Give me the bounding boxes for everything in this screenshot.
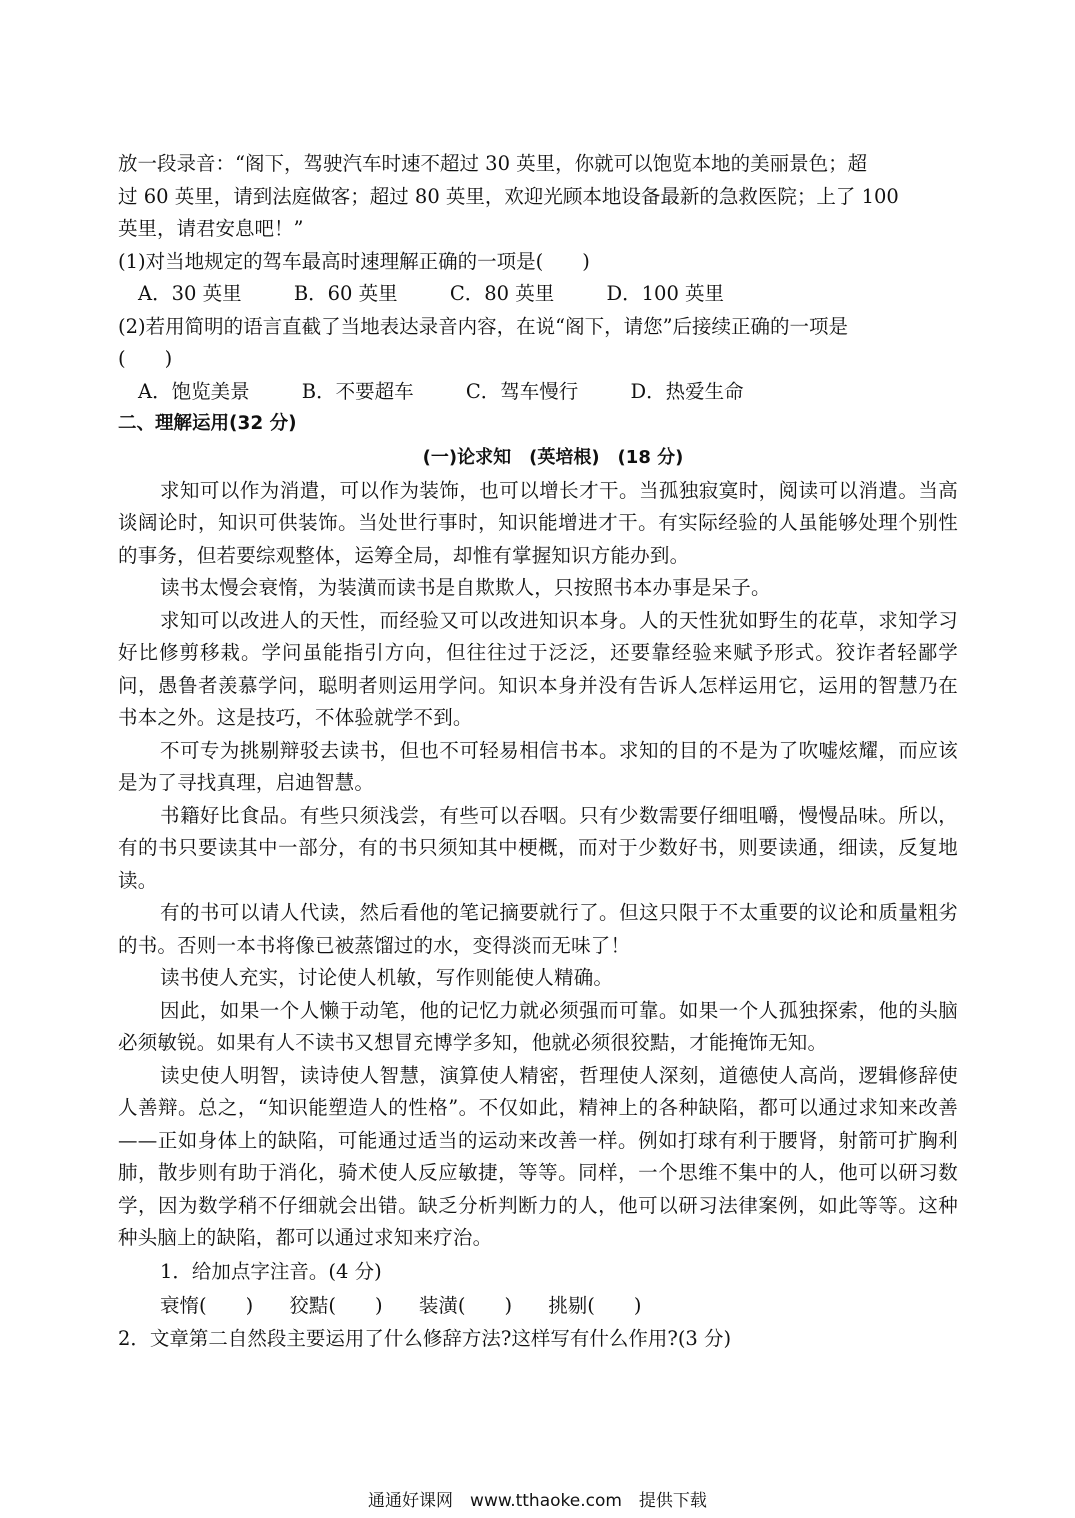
document-page [118, 148, 958, 1355]
pinyin-item: 装潢( ) [418, 1293, 513, 1317]
question-2-stem-line-1: (2)若用简明的语言直截了当地表达录音内容，在说“阁下，请您”后接续正确的一项是 [118, 314, 849, 338]
option-c: C．80 英里 [449, 282, 555, 305]
paragraph-1: 求知可以作为消遣，可以作为装饰，也可以增长才干。当孤独寂寞时，阅读可以消遣。当高谈阔论时，知识可供装饰。当处世行事时，知识能增进才干。有实际经验的人虽能够处理个别性的事务，但若要综观整体，运筹全局，却惟有掌握知识方能办到。 [118, 478, 958, 567]
reading-questions [118, 1255, 958, 1356]
question-2 [118, 311, 958, 409]
paragraph-8: 因此，如果一个人懒于动笔，他的记忆力就必须强而可靠。如果一个人孤独探索，他的头脑必须敏锐。如果有人不读书又想冒充博学多知，他就必须很狡黠，才能掩饰无知。 [118, 998, 958, 1054]
reading-question-2: 2．文章第二自然段主要运用了什么修辞方法?这样写有什么作用?(3 分) [118, 1326, 732, 1350]
paragraph-5: 书籍好比食品。有些只须浅尝，有些可以吞咽。只有少数需要仔细咀嚼，慢慢品味。所以，有的书只要读其中一部分，有的书只须知其中梗概，而对于少数好书，则要读通，细读，反复地读。 [118, 803, 958, 892]
option-b: B．60 英里 [293, 282, 398, 305]
paragraph-2: 读书太慢会衰惰，为装潢而读书是自欺欺人，只按照书本办事是呆子。 [160, 576, 771, 599]
intro-line-2: 过 60 英里，请到法庭做客；超过 80 英里，欢迎光顾本地设备最新的急救医院；上了 100 [118, 184, 899, 208]
paragraph-9: 读史使人明智，读诗使人智慧，演算使人精密，哲理使人深刻，道德使人高尚，逻辑修辞使人善辩。总之，“知识能塑造人的性格”。不仅如此，精神上的各种缺陷，都可以通过求知来改善——正如身体上的缺陷，可能通过适当的运动来改善一样。例如打球有利于腰肾，射箭可扩胸利肺，散步则有助于消化，骑术使人反应敏捷，等等。同样，一个思维不集中的人，他可以研习数学，因为数学稍不仔细就会出错。缺乏分析判断力的人，他可以研习法律案例，如此等等。这种种头脑上的缺陷，都可以通过求知来疗治。 [118, 1063, 958, 1249]
question-2-stem-line-2: ( ) [118, 347, 173, 370]
option-d: D．100 英里 [606, 282, 725, 305]
reading-title: (一)论求知 (英培根) (18 分) [422, 446, 684, 468]
paragraph-7: 读书使人充实，讨论使人机敏，写作则能使人精确。 [160, 966, 614, 989]
option-a: A．饱览美景 [138, 379, 250, 403]
passage-intro [118, 148, 958, 246]
option-c: C．驾车慢行 [465, 379, 579, 403]
question-1-stem: (1)对当地规定的驾车最高时速理解正确的一项是( ) [118, 249, 590, 273]
option-b: B．不要超车 [301, 379, 414, 403]
page-footer: 通通好课网 www.tthaoke.com 提供下载 [368, 1491, 707, 1511]
question-1-options [118, 278, 958, 311]
option-a: A．30 英里 [138, 282, 242, 305]
paragraph-6: 有的书可以请人代读，然后看他的笔记摘要就行了。但这只限于不太重要的议论和质量粗劣的书。否则一本书将像已被蒸馏过的水，变得淡而无味了！ [118, 901, 958, 957]
intro-line-3: 英里，请君安息吧！” [118, 217, 304, 240]
pinyin-items [118, 1289, 958, 1323]
pinyin-item: 挑剔( ) [548, 1293, 642, 1317]
question-1 [118, 246, 958, 311]
paragraph-4: 不可专为挑剔辩驳去读书，但也不可轻易相信书本。求知的目的不是为了吹嘘炫耀，而应该是为了寻找真理，启迪智慧。 [118, 738, 958, 794]
paragraph-3: 求知可以改进人的天性，而经验又可以改进知识本身。人的天性犹如野生的花草，求知学习好比修剪移栽。学问虽能指引方向，但往往过于泛泛，还要靠经验来赋予形式。狡诈者轻鄙学问，愚鲁者羡慕学问，聪明者则运用学问。知识本身并没有告诉人怎样运用它，运用的智慧乃在书本之外。这是技巧，不体验就学不到。 [118, 608, 958, 729]
reading-question-1: 1．给加点字注音。(4 分) [160, 1259, 382, 1283]
reading-passage [118, 475, 958, 1255]
section-two-title: 二、理解运用(32 分) [118, 413, 297, 434]
question-2-options [118, 376, 958, 409]
intro-line-1: 放一段录音：“阁下，驾驶汽车时速不超过 30 英里，你就可以饱览本地的美丽景色；超 [118, 152, 868, 175]
pinyin-item: 狡黠( ) [289, 1293, 383, 1317]
option-d: D．热爱生命 [630, 379, 744, 403]
pinyin-item: 衰惰( ) [160, 1293, 254, 1317]
